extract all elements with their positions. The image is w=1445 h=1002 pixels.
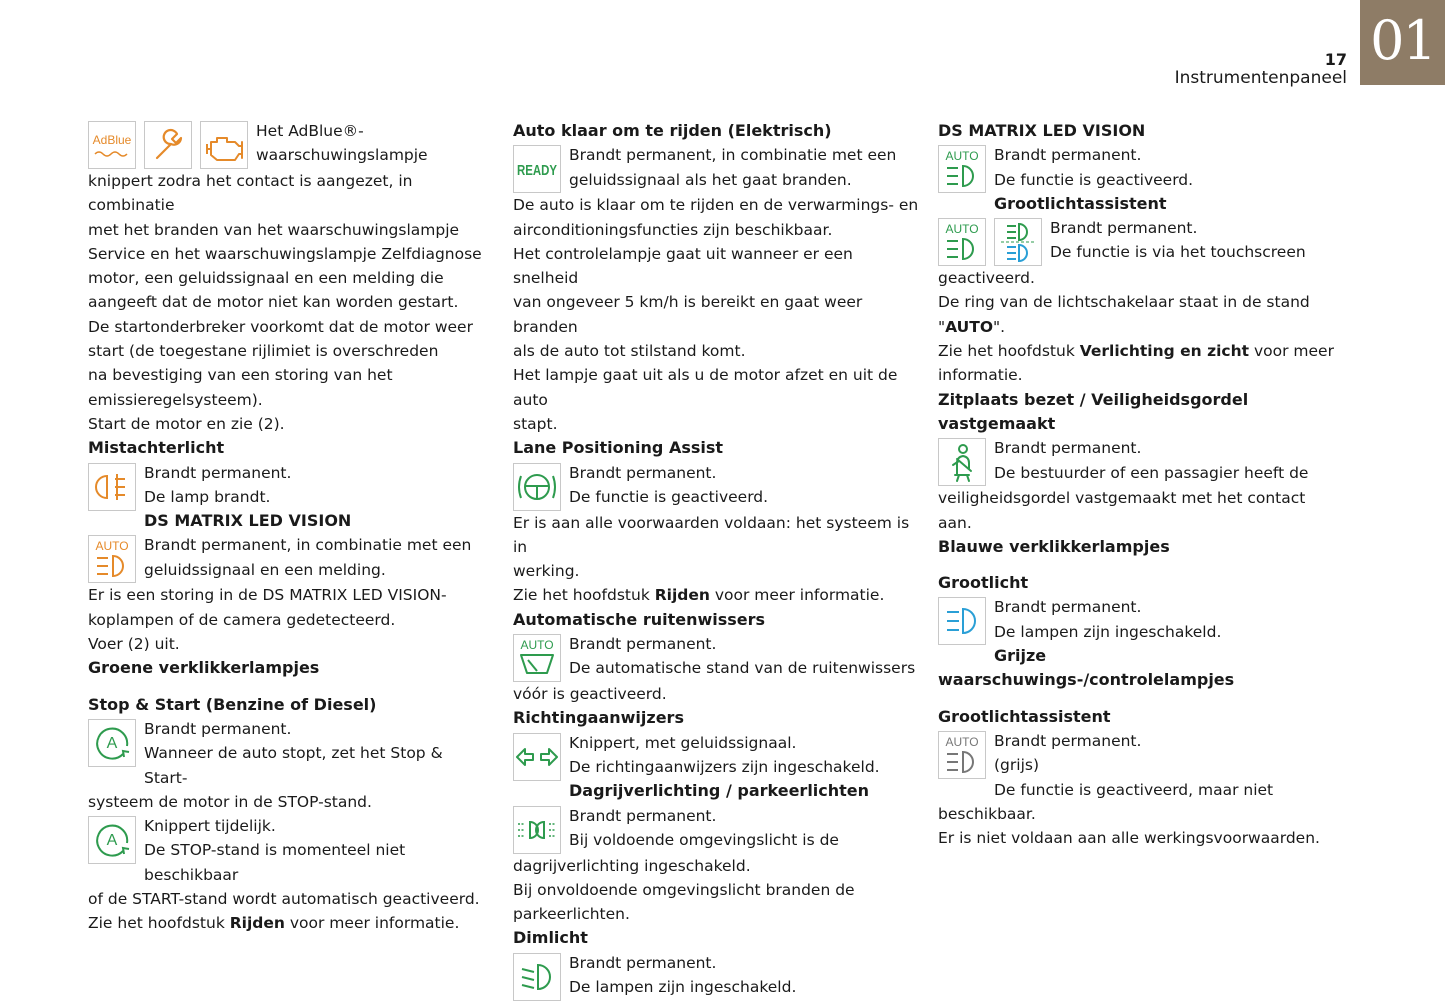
column-1 bbox=[88, 119, 488, 936]
ready-line: als de auto tot stilstand komt. bbox=[513, 342, 746, 361]
gla-text-1: Brandt permanent. bbox=[1050, 219, 1198, 238]
seatbelt-icon bbox=[938, 438, 986, 486]
stop-text-1: Brandt permanent. bbox=[144, 719, 292, 738]
stop-text-2: Wanneer de auto stopt, zet het Stop & Start- bbox=[144, 744, 443, 787]
stop2-text-2: De STOP-stand is momenteel niet beschikbaar bbox=[144, 841, 406, 884]
lane-text-2: De functie is geactiveerd. bbox=[569, 487, 769, 506]
adblue-line: start (de toegestane rijlimiet is overschreden bbox=[88, 342, 439, 361]
gla-text-4: De ring van de lichtschakelaar staat in de stand bbox=[938, 293, 1310, 312]
stop-block bbox=[88, 717, 488, 790]
adblue-line: met het branden van het waarschuwingslampje bbox=[88, 220, 460, 239]
adblue-line-1: Het AdBlue®- bbox=[256, 122, 364, 140]
dsm-description bbox=[88, 583, 488, 656]
wipers-title: Automatische ruitenwissers bbox=[513, 609, 766, 629]
svg-text:AUTO: AUTO bbox=[945, 149, 979, 164]
seat-text-2: De bestuurder of een passagier heeft de bbox=[994, 463, 1309, 482]
ref-rijden: Rijden bbox=[229, 914, 285, 933]
lane-text-3: Er is aan alle voorwaarden voldaan: het systeem is in bbox=[513, 513, 910, 556]
indic-text-2: De richtingaanwijzers zijn ingeschakeld. bbox=[569, 757, 880, 776]
dsm3-block bbox=[938, 143, 1338, 192]
gla2-block bbox=[938, 729, 1338, 778]
dim-text-1: Brandt permanent. bbox=[569, 953, 717, 972]
seat-text-1: Brandt permanent. bbox=[994, 439, 1142, 458]
chapter-number: 01 bbox=[1370, 9, 1435, 72]
adblue-line: motor, een geluidssignaal en een melding die bbox=[88, 269, 444, 288]
dsm-title: DS MATRIX LED VISION bbox=[144, 511, 352, 531]
wipers-block bbox=[513, 632, 923, 681]
high-beam-icon bbox=[938, 597, 986, 645]
gla-text-7: informatie. bbox=[938, 366, 1023, 385]
auto-headlamp-icon bbox=[88, 535, 136, 583]
wipers-text-2: De automatische stand van de ruitenwissers bbox=[569, 659, 916, 678]
svg-text:AUTO: AUTO bbox=[945, 222, 979, 237]
auto-wiper-icon bbox=[513, 634, 561, 682]
dsm-text-1: Brandt permanent, in combinatie met een bbox=[144, 536, 472, 555]
page-number: 17 bbox=[1324, 50, 1347, 69]
adblue-block bbox=[88, 119, 488, 168]
dsm-text-2: geluidssignaal en een melding. bbox=[144, 560, 386, 579]
high-text-2: De lampen zijn ingeschakeld. bbox=[994, 622, 1222, 641]
gla-text-3: geactiveerd. bbox=[938, 269, 1035, 288]
adblue-line: De startonderbreker voorkomt dat de motor weer bbox=[88, 317, 473, 336]
gla2-text-4: Er is niet voldaan aan alle werkingsvoorwaarden. bbox=[938, 829, 1320, 848]
stop-title: Stop & Start (Benzine of Diesel) bbox=[88, 694, 377, 714]
blue-title: Blauwe verklikkerlampjes bbox=[938, 536, 1170, 556]
gla2-title: Grootlichtassistent bbox=[938, 706, 1111, 726]
mist-text-2: De lamp brandt. bbox=[144, 487, 271, 506]
day-block bbox=[513, 804, 923, 853]
stop-text-3: systeem de motor in de STOP-stand. bbox=[88, 792, 372, 811]
ready-line: Het lampje gaat uit als u de motor afzet en uit de auto bbox=[513, 366, 898, 409]
adblue-line: aangeeft dat de motor niet kan worden gestart. bbox=[88, 293, 459, 312]
ready-text-2: geluidssignaal als het gaat branden. bbox=[569, 170, 852, 189]
seat-block bbox=[938, 436, 1338, 485]
gla-text-5: "AUTO". bbox=[938, 317, 1006, 336]
adblue-description bbox=[88, 169, 488, 436]
high-title: Grootlicht bbox=[938, 573, 1029, 593]
column-3 bbox=[938, 119, 1338, 850]
dim-title: Dimlicht bbox=[513, 928, 588, 948]
dsm-line: koplampen of de camera gedetecteerd. bbox=[88, 610, 396, 629]
lane-text-5: Zie het hoofdstuk Rijden voor meer informatie. bbox=[513, 586, 885, 605]
stop2-text-4: Zie het hoofdstuk Rijden voor meer informatie. bbox=[88, 914, 460, 933]
day-title: Dagrijverlichting / parkeerlichten bbox=[569, 781, 870, 801]
svg-text:A: A bbox=[106, 734, 118, 752]
engine-icon bbox=[200, 121, 248, 169]
dsm-line: Er is een storing in de DS MATRIX LED VISION- bbox=[88, 586, 447, 605]
svg-text:AUTO: AUTO bbox=[95, 539, 129, 554]
stop2-text-1: Knippert tijdelijk. bbox=[144, 817, 276, 836]
highbeam-switch-icon bbox=[994, 218, 1042, 266]
ready-line: Het controlelampje gaat uit wanneer er een snelheid bbox=[513, 244, 853, 288]
seat-text-3: veiligheidsgordel vastgemaakt met het contact aan. bbox=[938, 489, 1306, 532]
rear-fog-icon bbox=[88, 463, 136, 511]
section-title: Instrumentenpaneel bbox=[1174, 68, 1347, 88]
ready-text-1: Brandt permanent, in combinatie met een bbox=[569, 146, 897, 165]
adblue-line: knippert zodra het contact is aangezet, in combinatie bbox=[88, 172, 413, 215]
lane-text-4: werking. bbox=[513, 562, 580, 581]
turn-signal-icon bbox=[513, 733, 561, 781]
indic-block bbox=[513, 731, 923, 780]
dsm3-text-2: De functie is geactiveerd. bbox=[994, 170, 1194, 189]
lane-title: Lane Positioning Assist bbox=[513, 438, 724, 458]
low-beam-icon bbox=[513, 953, 561, 1001]
auto-headlamp-green-icon bbox=[938, 145, 986, 193]
day-text-3: dagrijverlichting ingeschakeld. bbox=[513, 856, 751, 875]
auto-highbeam-grey-icon bbox=[938, 731, 986, 779]
gla2-text-1: Brandt permanent. bbox=[994, 731, 1142, 750]
svg-text:AdBlue: AdBlue bbox=[92, 133, 132, 147]
ready-icon bbox=[513, 145, 561, 193]
adblue-line: na bevestiging van een storing van het bbox=[88, 366, 393, 385]
ready-description bbox=[513, 193, 923, 436]
lane-text-1: Brandt permanent. bbox=[569, 463, 717, 482]
high-block bbox=[938, 595, 1338, 644]
dsm-block bbox=[88, 533, 488, 582]
gla-text-6: Zie het hoofdstuk Verlichting en zicht voor meer bbox=[938, 342, 1334, 361]
lane-block bbox=[513, 461, 923, 510]
stop-start-icon bbox=[88, 719, 136, 767]
svg-text:A: A bbox=[106, 832, 118, 850]
svg-text:AUTO: AUTO bbox=[520, 638, 554, 653]
high-text-1: Brandt permanent. bbox=[994, 598, 1142, 617]
adblue-line: Service en het waarschuwingslampje Zelfdiagnose bbox=[88, 244, 482, 263]
seat-title: Zitplaats bezet / Veiligheidsgordel vastgemaakt bbox=[938, 389, 1249, 433]
auto-highbeam-green-icon bbox=[938, 218, 986, 266]
dim-text-2: De lampen zijn ingeschakeld. bbox=[569, 978, 797, 997]
stop2-block bbox=[88, 814, 488, 887]
gla-block bbox=[938, 216, 1338, 265]
indic-title: Richtingaanwijzers bbox=[513, 708, 684, 728]
gla-text-2: De functie is via het touchscreen bbox=[1050, 243, 1306, 262]
steering-wheel-icon bbox=[513, 463, 561, 511]
svg-text:READY: READY bbox=[517, 162, 557, 180]
mist-text-1: Brandt permanent. bbox=[144, 463, 292, 482]
stop-start-blink-icon bbox=[88, 816, 136, 864]
wipers-text-1: Brandt permanent. bbox=[569, 635, 717, 654]
svg-text:AUTO: AUTO bbox=[945, 734, 979, 749]
chapter-tab bbox=[1360, 0, 1445, 85]
stop2-text-3: of de START-stand wordt automatisch geactiveerd. bbox=[88, 890, 480, 909]
dsm3-text-1: Brandt permanent. bbox=[994, 146, 1142, 165]
adblue-line-2: waarschuwingslampje bbox=[256, 146, 428, 165]
adblue-line: Start de motor en zie (2). bbox=[88, 414, 285, 433]
gla2-text-2: (grijs) bbox=[994, 756, 1039, 775]
dsm3-title: DS MATRIX LED VISION bbox=[938, 121, 1146, 140]
ready-line: van ongeveer 5 km/h is bereikt en gaat weer branden bbox=[513, 293, 863, 336]
ready-title: Auto klaar om te rijden (Elektrisch) bbox=[513, 121, 832, 140]
grey-title: Grijze waarschuwings-/controlelampjes bbox=[938, 646, 1235, 690]
day-text-4: Bij onvoldoende omgevingslicht branden de bbox=[513, 880, 855, 899]
day-text-1: Brandt permanent. bbox=[569, 806, 717, 825]
mist-title: Mistachterlicht bbox=[88, 438, 225, 458]
wipers-text-3: vóór is geactiveerd. bbox=[513, 685, 667, 704]
mist-block bbox=[88, 461, 488, 510]
ready-line: airconditioningsfuncties zijn beschikbaar. bbox=[513, 220, 833, 239]
day-text-5: parkeerlichten. bbox=[513, 905, 630, 924]
green-title: Groene verklikkerlampjes bbox=[88, 658, 320, 678]
ready-line: stapt. bbox=[513, 414, 558, 433]
daytime-light-icon bbox=[513, 806, 561, 854]
adblue-line: emissieregelsysteem). bbox=[88, 390, 263, 409]
ready-block bbox=[513, 143, 923, 192]
gla-title: Grootlichtassistent bbox=[994, 193, 1167, 213]
dim-block bbox=[513, 951, 923, 1000]
column-2 bbox=[513, 119, 923, 1001]
wrench-icon bbox=[144, 121, 192, 169]
indic-text-1: Knippert, met geluidssignaal. bbox=[569, 733, 797, 752]
gla2-text-3: De functie is geactiveerd, maar niet beschikbaar. bbox=[938, 780, 1274, 823]
day-text-2: Bij voldoende omgevingslicht is de bbox=[569, 830, 839, 849]
adblue-icon bbox=[88, 121, 136, 169]
dsm-line: Voer (2) uit. bbox=[88, 635, 180, 654]
ready-line: De auto is klaar om te rijden en de verwarmings- en bbox=[513, 196, 919, 215]
